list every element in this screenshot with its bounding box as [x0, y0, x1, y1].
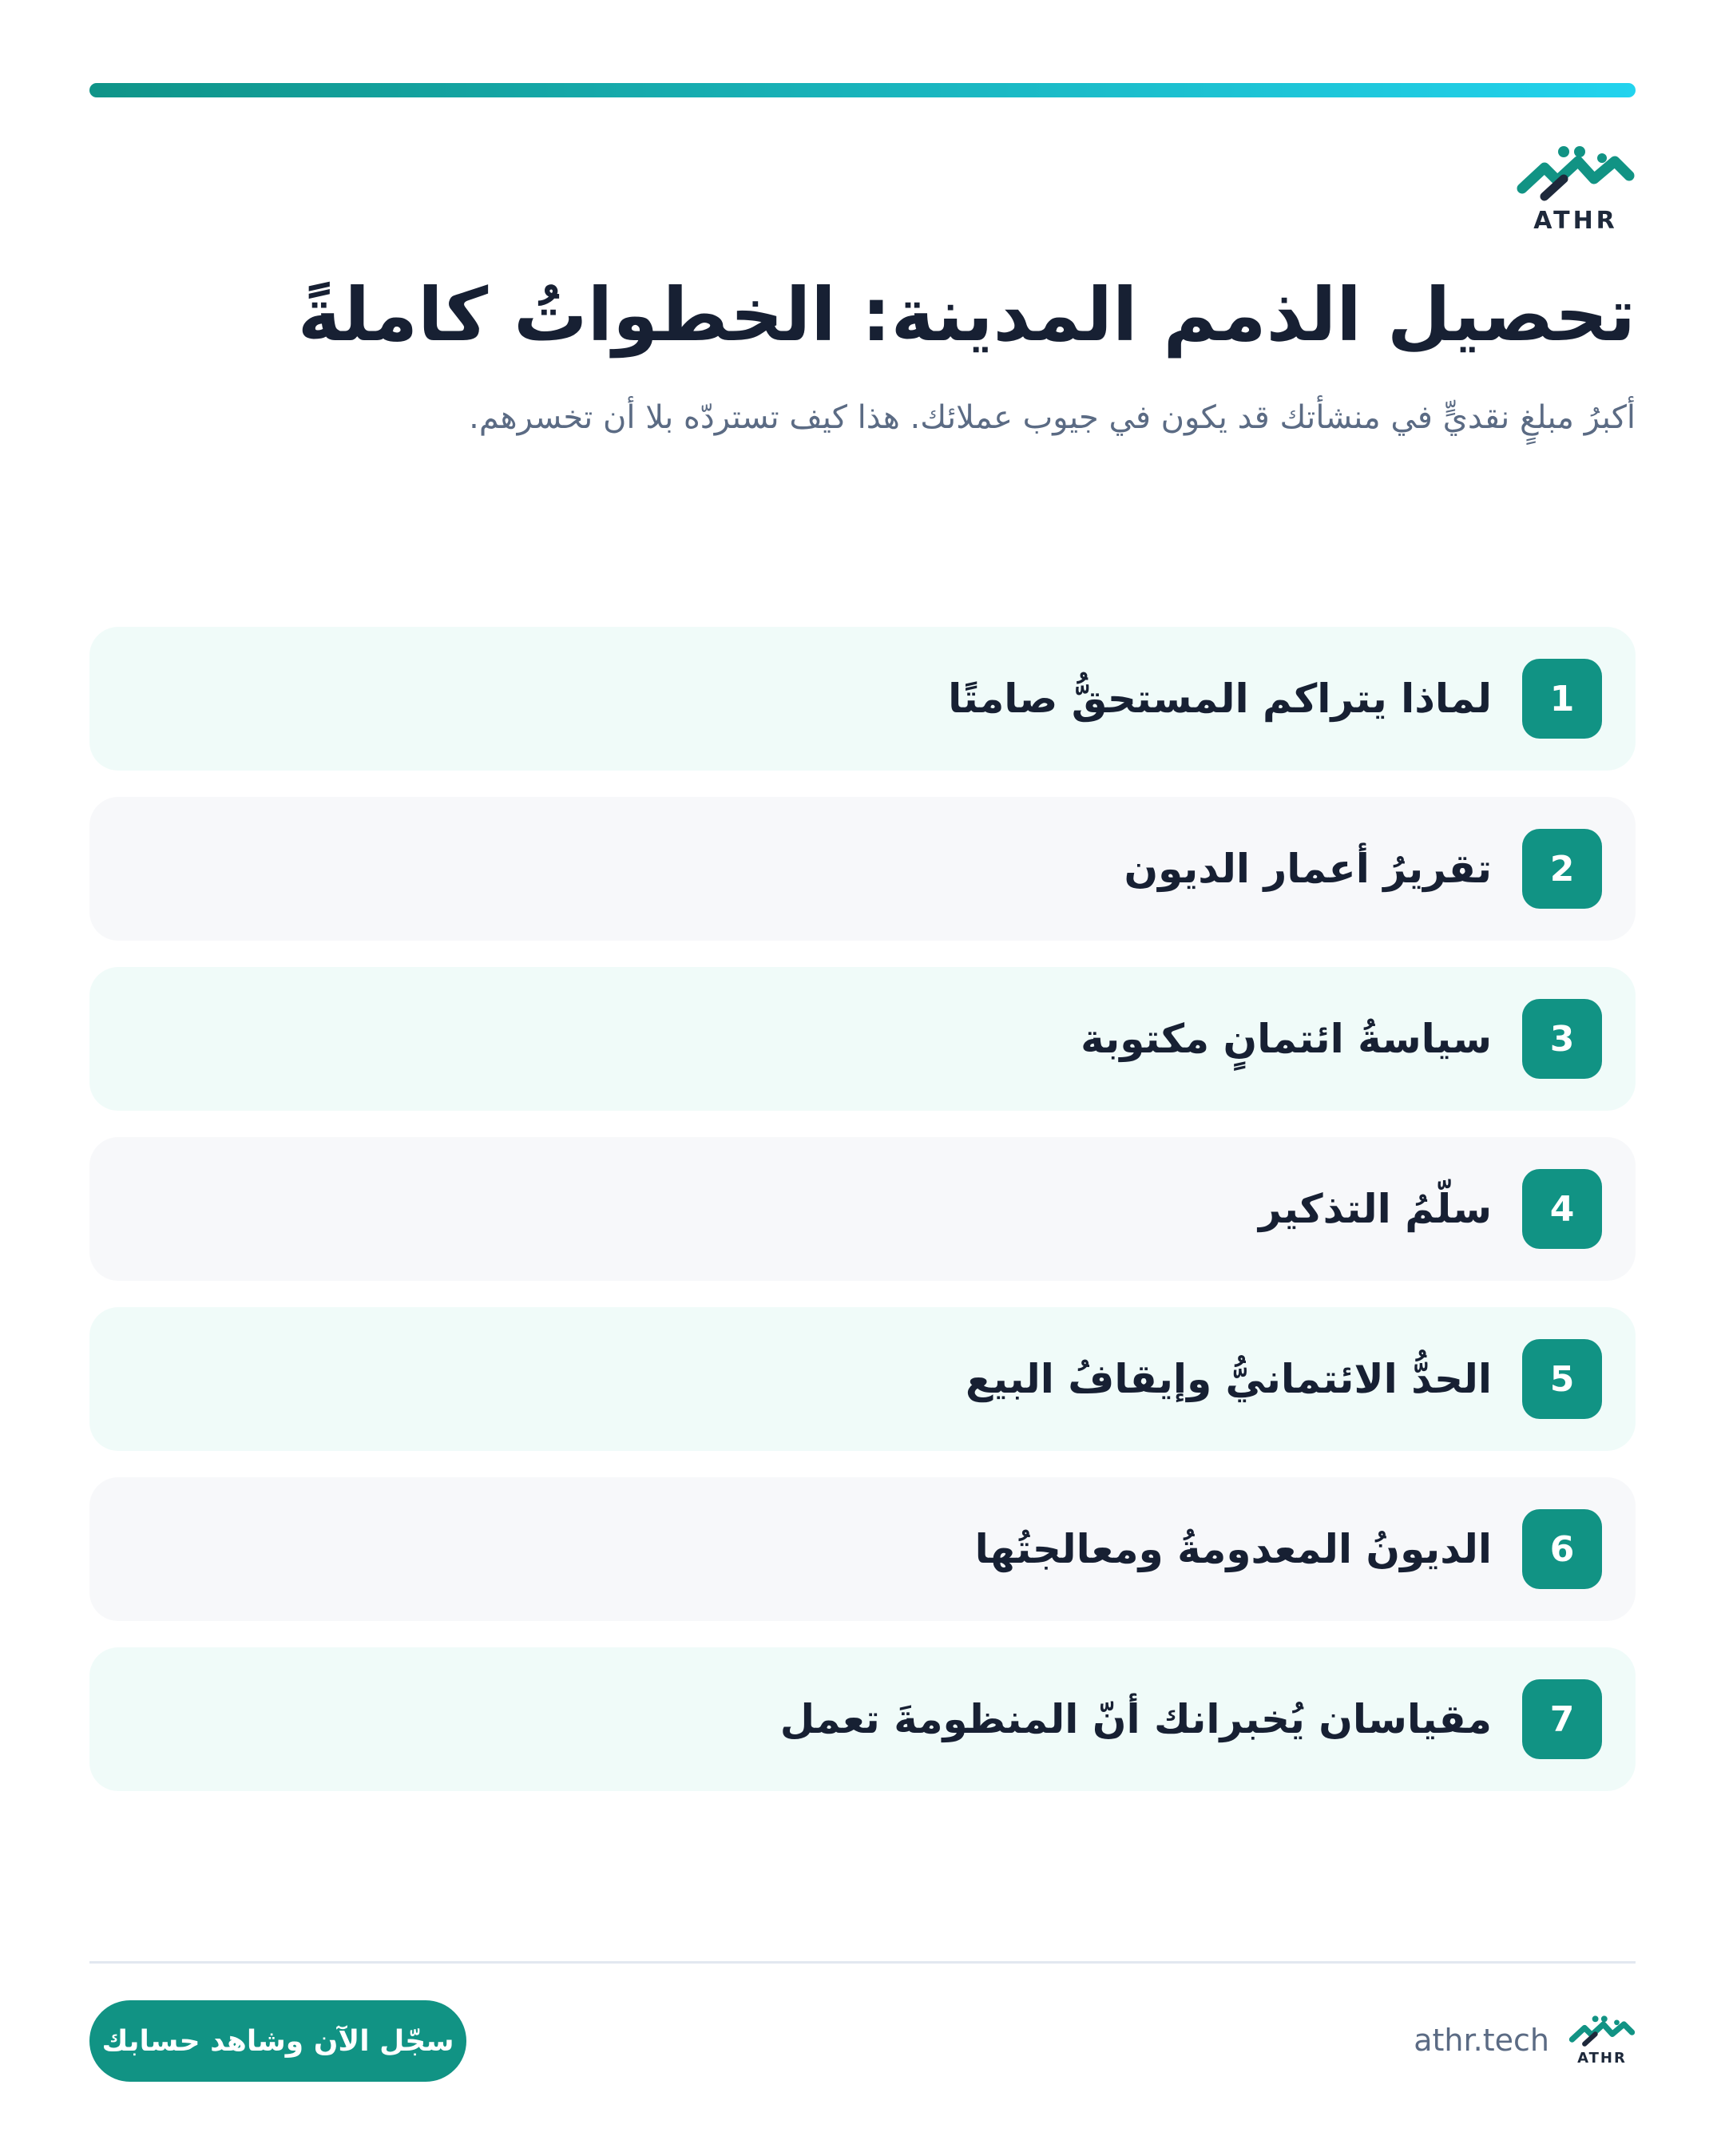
logo-wordmark: ATHR — [1577, 2050, 1627, 2067]
step-item-3[interactable] — [89, 967, 1636, 1111]
signup-cta-button[interactable]: سجّل الآن وشاهد حسابك — [89, 2000, 466, 2082]
step-number-badge: 6 — [1522, 1509, 1602, 1589]
page-title: تحصيل الذمم المدينة: الخطواتُ كاملةً — [297, 272, 1636, 358]
step-label: تقريرُ أعمار الديون — [1124, 846, 1492, 892]
step-label: سياسةُ ائتمانٍ مكتوبة — [1081, 1016, 1492, 1062]
step-item-4[interactable] — [89, 1137, 1636, 1281]
step-item-7[interactable] — [89, 1647, 1636, 1791]
step-item-2[interactable] — [89, 797, 1636, 941]
page-subtitle: أكبرُ مبلغٍ نقديٍّ في منشأتك قد يكون في جيوب عملائك. هذا كيف تستردّه بلا أن تخسرهم. — [469, 399, 1636, 436]
footer-brand — [1414, 2014, 1636, 2067]
step-item-6[interactable] — [89, 1477, 1636, 1621]
logo-wordmark: ATHR — [1533, 207, 1618, 235]
step-number-badge: 4 — [1522, 1169, 1602, 1249]
athr-logo — [1516, 144, 1636, 233]
step-number-badge: 5 — [1522, 1339, 1602, 1419]
step-item-5[interactable] — [89, 1307, 1636, 1451]
athr-logo-mark — [1568, 2014, 1636, 2049]
step-number-badge: 2 — [1522, 829, 1602, 909]
step-item-1[interactable] — [89, 627, 1636, 771]
step-number-badge: 3 — [1522, 999, 1602, 1079]
step-label: الحدُّ الائتمانيُّ وإيقافُ البيع — [966, 1356, 1492, 1402]
step-label: الديونُ المعدومةُ ومعالجتُها — [974, 1526, 1492, 1572]
top-accent-bar — [89, 83, 1636, 97]
footer-divider — [89, 1961, 1636, 1964]
athr-logo-small — [1568, 2014, 1636, 2067]
step-label: سلّمُ التذكير — [1259, 1186, 1492, 1232]
steps-list — [89, 627, 1636, 1817]
step-number-badge: 7 — [1522, 1679, 1602, 1759]
step-label: لماذا يتراكم المستحقُّ صامتًا — [948, 676, 1492, 722]
website-url[interactable]: athr.tech — [1414, 2023, 1549, 2058]
step-number-badge: 1 — [1522, 659, 1602, 739]
athr-logo-mark — [1516, 144, 1636, 204]
step-label: مقياسان يُخبرانك أنّ المنظومةَ تعمل — [779, 1696, 1492, 1742]
